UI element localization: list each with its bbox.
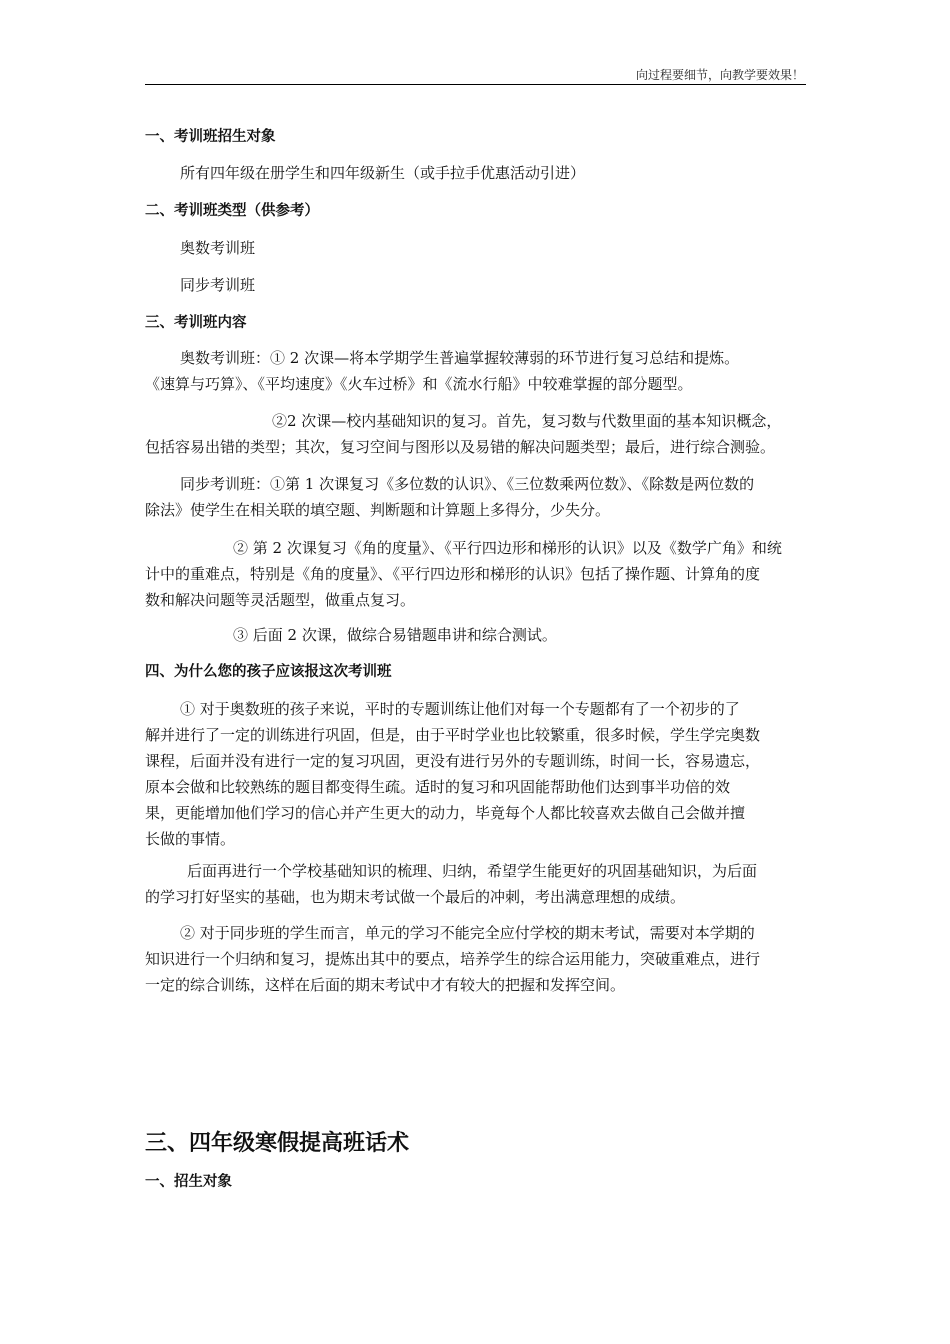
olympiad-paragraph-1: 奥数考训班：① 2 次课—将本学期学生普遍掌握较薄弱的环节进行复习总结和提炼。 《速算与巧算》、《平均速度》《火车过桥》和《流水行船》中较难掌握的部分题型。 (145, 349, 740, 393)
why-paragraph-1: ① 对于奥数班的孩子来说，平时的专题训练让他们对每一个专题都有了一个初步的了 解并进行了一定的训练进行巩固，但是，由于平时学业也比较繁重，很多时候，学生学完奥数 课程，后面并没有进行一定的复习巩固，更没有进行另外的专题训练，时间一长，容易遗忘， 原本会做和比较熟练的题目都变得生疏。适时的复习和巩固能帮助他们达到事半功倍的效 果，更能增加他们学习的信心并产生更大的动力，毕竟每个人都比较喜欢去做自己会做并擅 长做的事情。 (145, 700, 761, 848)
section-title-types: 二、考训班类型（供参考） (145, 203, 319, 219)
olympiad-paragraph-2: ②2 次课—校内基础知识的复习。首先，复习数与代数里面的基本知识概念， 包括容易出错的类型；其次，复习空间与图形以及易错的解决问题类型；最后，进行综合测验。 (145, 412, 782, 456)
part-title-winter-class: 三、四年级寒假提高班话术 (145, 1131, 410, 1156)
section-title-enrollment-2: 一、招生对象 (145, 1174, 232, 1190)
why-paragraph-3: ② 对于同步班的学生而言，单元的学习不能完全应付学校的期末考试，需要对本学期的 知识进行一个归纳和复习，提炼出其中的要点，培养学生的综合运用能力，突破重难点，进行 一定的综合训练，这样在后面的期末考试中才有较大的把握和发挥空间。 (145, 924, 761, 994)
type-sync: 同步考训班 (180, 276, 256, 294)
section-title-content: 三、考训班内容 (145, 315, 247, 331)
why-paragraph-2: 后面再进行一个学校基础知识的梳理、归纳，希望学生能更好的巩固基础知识，为后面 的学习打好坚实的基础，也为期末考试做一个最后的冲刺，考出满意理想的成绩。 (145, 862, 758, 906)
page-header (145, 64, 806, 85)
sync-paragraph-3: ③ 后面 2 次课，做综合易错题串讲和综合测试。 (233, 626, 557, 644)
section-title-why: 四、为什么您的孩子应该报这次考训班 (145, 664, 392, 680)
enrollment-text: 所有四年级在册学生和四年级新生（或手拉手优惠活动引进） (180, 164, 586, 182)
section-title-enrollment: 一、考训班招生对象 (145, 129, 276, 145)
sync-paragraph-1: 同步考训班：①第 1 次课复习《多位数的认识》、《三位数乘两位数》、《除数是两位数的 除法》使学生在相关联的填空题、判断题和计算题上多得分，少失分。 (145, 475, 755, 519)
sync-paragraph-2: ② 第 2 次课复习《角的度量》、《平行四边形和梯形的认识》以及《数学广角》和统 计中的重难点，特别是《角的度量》、《平行四边形和梯形的认识》包括了操作题、计算角的度 数和解决问题等灵活题型，做重点复习。 (145, 539, 782, 609)
header-slogan: 向过程要细节，向教学要效果！ (635, 68, 804, 82)
type-olympiad: 奥数考训班 (180, 239, 256, 257)
